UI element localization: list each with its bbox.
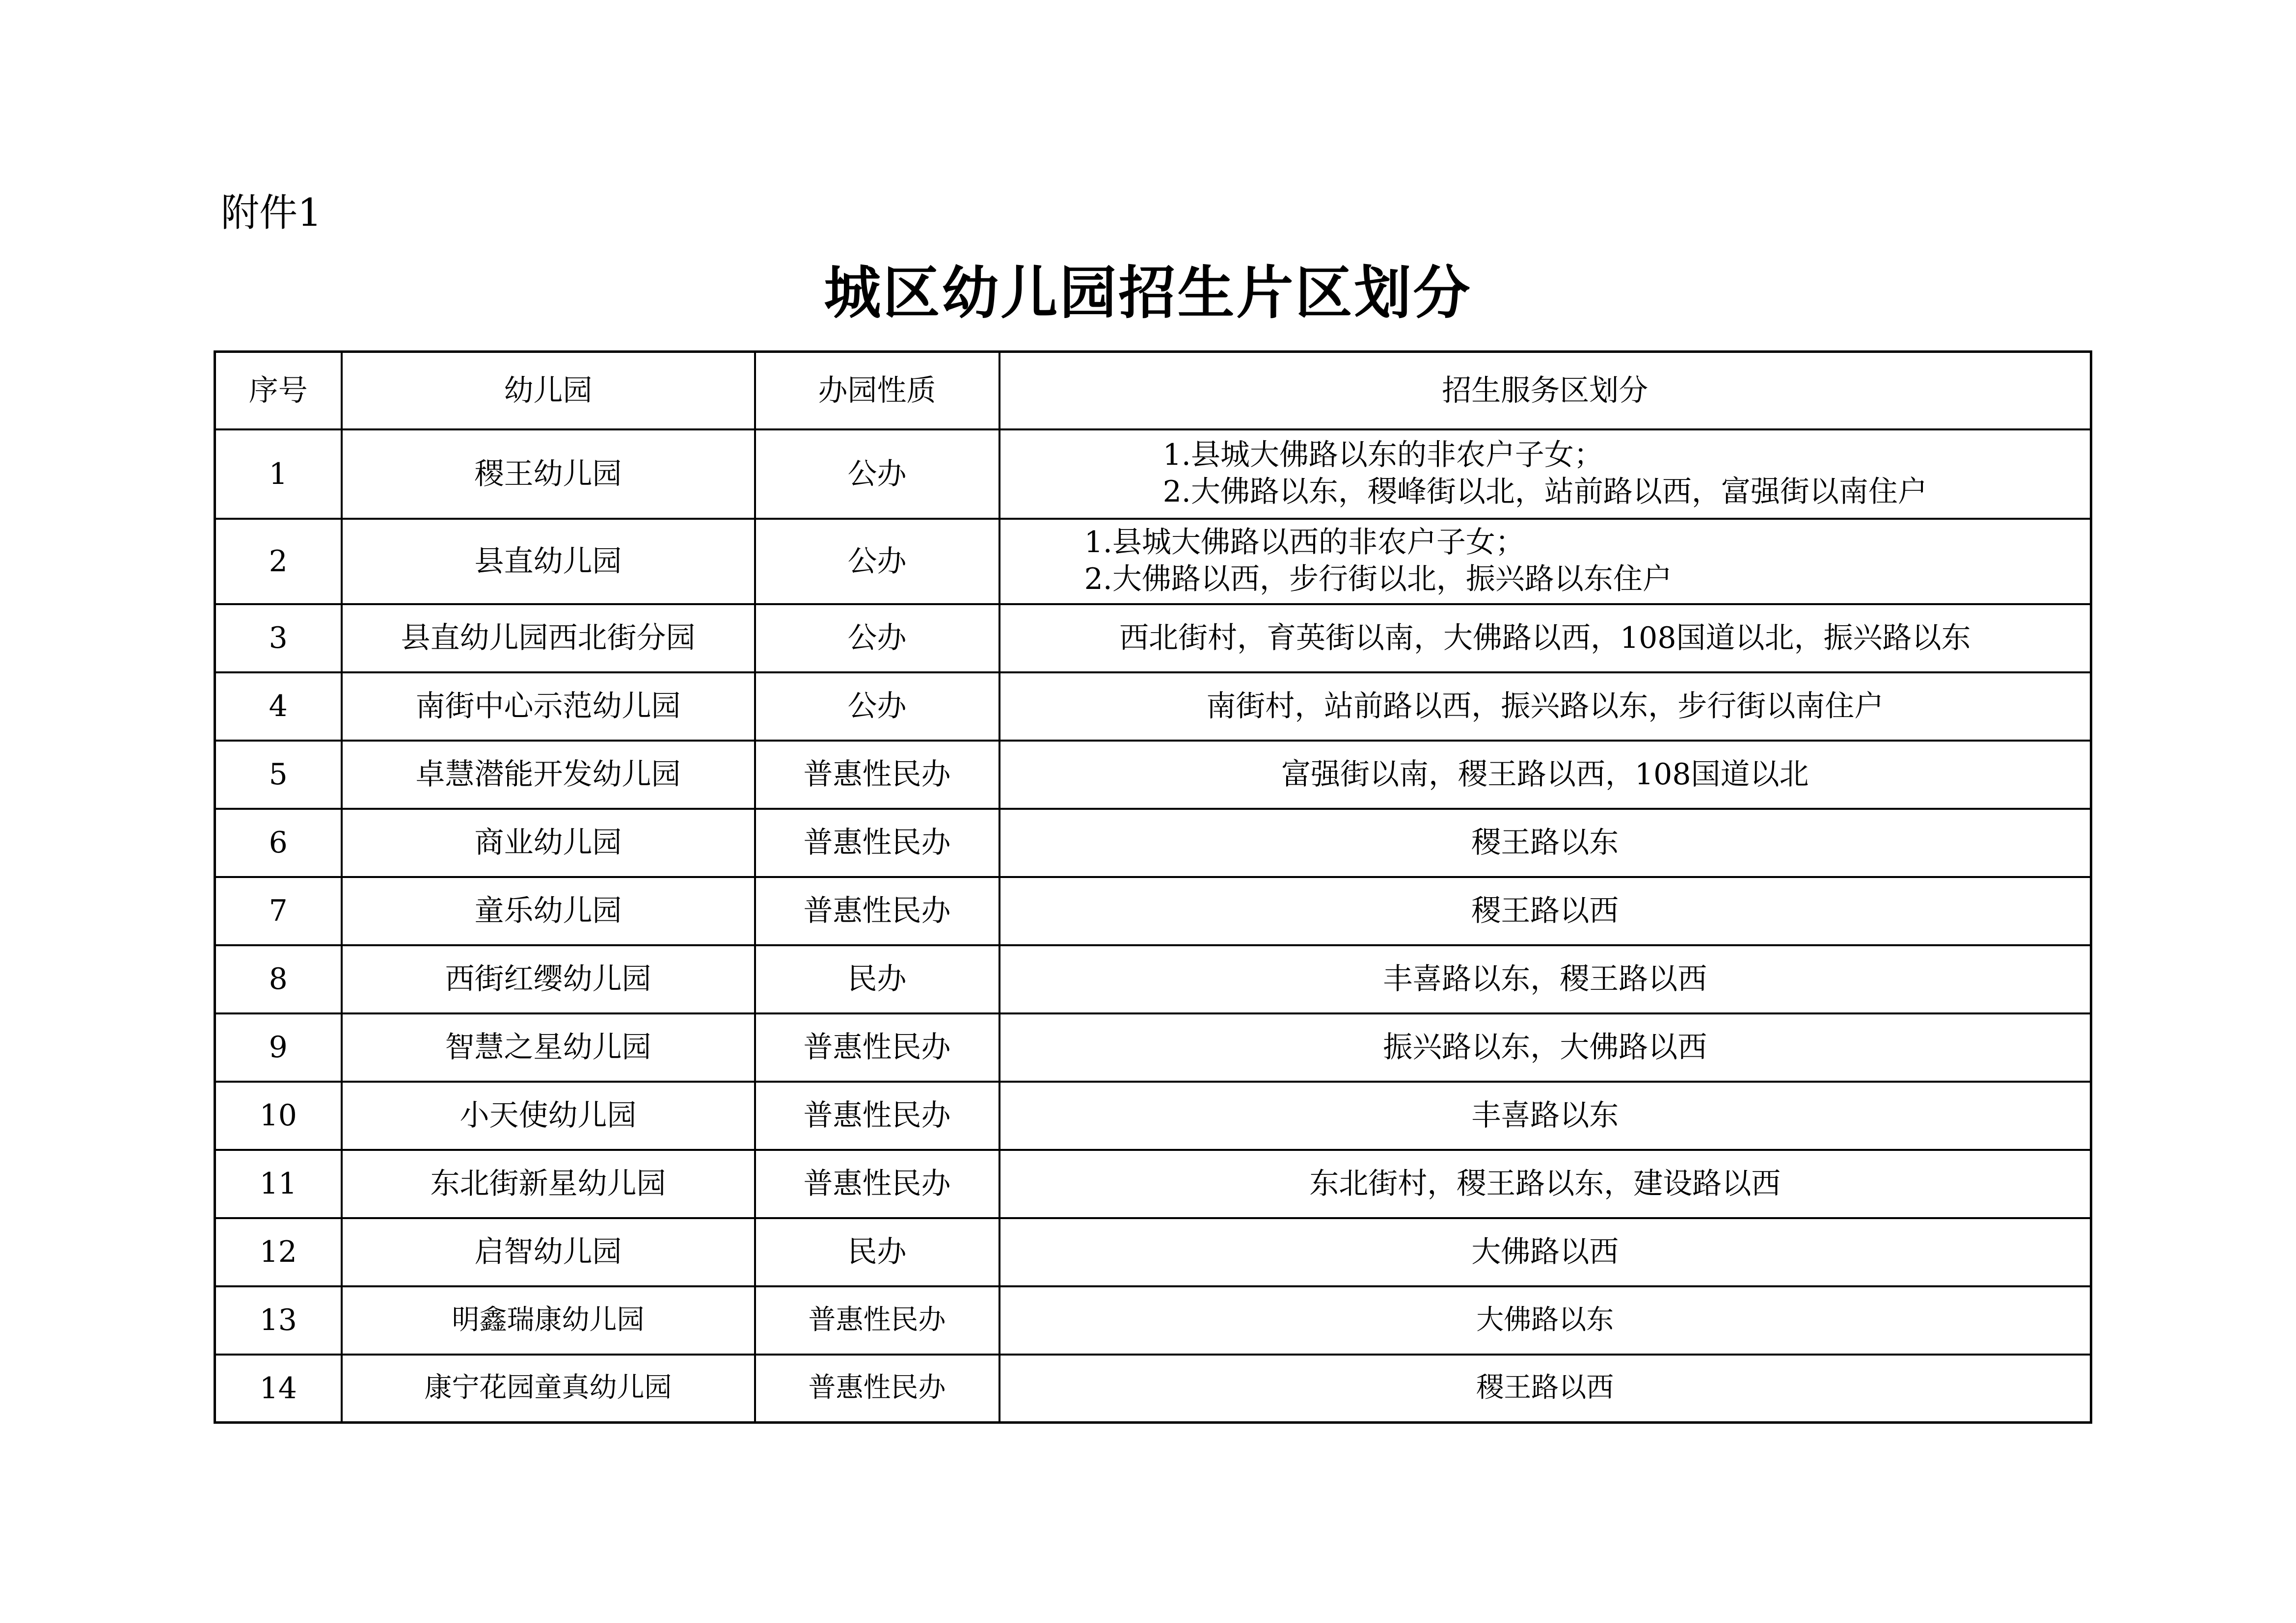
cell-school-type: 普惠性民办 bbox=[755, 1286, 999, 1355]
cell-kindergarten-name: 童乐幼儿园 bbox=[342, 877, 755, 945]
table-row bbox=[215, 1286, 2091, 1355]
table-row bbox=[215, 429, 2091, 519]
cell-service-area: 振兴路以东，大佛路以西 bbox=[999, 1013, 2091, 1082]
cell-service-area: 西北街村，育英街以南，大佛路以西，108国道以北，振兴路以东 bbox=[999, 604, 2091, 672]
cell-service-area: 稷王路以东 bbox=[999, 809, 2091, 877]
cell-service-area bbox=[999, 519, 2091, 604]
cell-kindergarten-name: 卓慧潜能开发幼儿园 bbox=[342, 741, 755, 809]
cell-serial-number: 4 bbox=[215, 672, 342, 741]
table-header-row bbox=[215, 352, 2091, 429]
cell-serial-number: 5 bbox=[215, 741, 342, 809]
cell-service-area: 南街村，站前路以西，振兴路以东，步行街以南住户 bbox=[999, 672, 2091, 741]
cell-kindergarten-name: 小天使幼儿园 bbox=[342, 1082, 755, 1150]
cell-serial-number: 7 bbox=[215, 877, 342, 945]
cell-school-type: 民办 bbox=[755, 1218, 999, 1286]
cell-serial-number: 6 bbox=[215, 809, 342, 877]
cell-kindergarten-name: 智慧之星幼儿园 bbox=[342, 1013, 755, 1082]
table-row bbox=[215, 809, 2091, 877]
cell-serial-number: 3 bbox=[215, 604, 342, 672]
cell-serial-number: 2 bbox=[215, 519, 342, 604]
cell-service-area: 稷王路以西 bbox=[999, 1355, 2091, 1423]
service-area-lines bbox=[1163, 437, 1927, 510]
cell-serial-number: 9 bbox=[215, 1013, 342, 1082]
cell-kindergarten-name: 明鑫瑞康幼儿园 bbox=[342, 1286, 755, 1355]
document-title: 城区幼儿园招生片区划分 bbox=[824, 260, 1472, 326]
cell-serial-number: 1 bbox=[215, 429, 342, 519]
cell-service-area: 富强街以南，稷王路以西，108国道以北 bbox=[999, 741, 2091, 809]
cell-serial-number: 8 bbox=[215, 945, 342, 1013]
enrollment-zone-table bbox=[214, 350, 2092, 1424]
service-area-line: 1.县城大佛路以西的非农户子女； bbox=[1084, 525, 1525, 559]
header-service-area: 招生服务区划分 bbox=[999, 352, 2091, 429]
cell-school-type: 普惠性民办 bbox=[755, 1355, 999, 1423]
cell-service-area bbox=[999, 429, 2091, 519]
cell-school-type: 公办 bbox=[755, 519, 999, 604]
table-row bbox=[215, 519, 2091, 604]
cell-school-type: 普惠性民办 bbox=[755, 1013, 999, 1082]
cell-kindergarten-name: 康宁花园童真幼儿园 bbox=[342, 1355, 755, 1423]
cell-school-type: 普惠性民办 bbox=[755, 1150, 999, 1218]
enrollment-zone-table-wrapper bbox=[214, 350, 2090, 1424]
cell-kindergarten-name: 县直幼儿园西北街分园 bbox=[342, 604, 755, 672]
cell-serial-number: 12 bbox=[215, 1218, 342, 1286]
header-kindergarten: 幼儿园 bbox=[342, 352, 755, 429]
cell-service-area: 东北街村，稷王路以东，建设路以西 bbox=[999, 1150, 2091, 1218]
cell-school-type: 普惠性民办 bbox=[755, 1082, 999, 1150]
cell-kindergarten-name: 西街红缨幼儿园 bbox=[342, 945, 755, 1013]
cell-service-area: 丰喜路以东 bbox=[999, 1082, 2091, 1150]
cell-school-type: 公办 bbox=[755, 429, 999, 519]
cell-serial-number: 10 bbox=[215, 1082, 342, 1150]
table-row bbox=[215, 604, 2091, 672]
cell-school-type: 公办 bbox=[755, 672, 999, 741]
cell-kindergarten-name: 启智幼儿园 bbox=[342, 1218, 755, 1286]
cell-kindergarten-name: 稷王幼儿园 bbox=[342, 429, 755, 519]
table-row bbox=[215, 1355, 2091, 1423]
table-row bbox=[215, 1013, 2091, 1082]
table-row bbox=[215, 1082, 2091, 1150]
table-row bbox=[215, 877, 2091, 945]
cell-school-type: 普惠性民办 bbox=[755, 741, 999, 809]
cell-service-area: 丰喜路以东，稷王路以西 bbox=[999, 945, 2091, 1013]
table-row bbox=[215, 1150, 2091, 1218]
cell-school-type: 普惠性民办 bbox=[755, 809, 999, 877]
table-row bbox=[215, 741, 2091, 809]
cell-serial-number: 13 bbox=[215, 1286, 342, 1355]
cell-serial-number: 11 bbox=[215, 1150, 342, 1218]
cell-service-area: 大佛路以东 bbox=[999, 1286, 2091, 1355]
cell-school-type: 普惠性民办 bbox=[755, 877, 999, 945]
table-row bbox=[215, 1218, 2091, 1286]
service-area-lines bbox=[1084, 524, 1672, 598]
cell-school-type: 公办 bbox=[755, 604, 999, 672]
table-row bbox=[215, 945, 2091, 1013]
attachment-label: 附件1 bbox=[221, 191, 322, 235]
cell-kindergarten-name: 东北街新星幼儿园 bbox=[342, 1150, 755, 1218]
cell-service-area: 大佛路以西 bbox=[999, 1218, 2091, 1286]
header-serial-number: 序号 bbox=[215, 352, 342, 429]
cell-service-area: 稷王路以西 bbox=[999, 877, 2091, 945]
service-area-line: 1.县城大佛路以东的非农户子女； bbox=[1162, 438, 1603, 472]
table-row bbox=[215, 672, 2091, 741]
header-school-type: 办园性质 bbox=[755, 352, 999, 429]
cell-kindergarten-name: 县直幼儿园 bbox=[342, 519, 755, 604]
cell-kindergarten-name: 南街中心示范幼儿园 bbox=[342, 672, 755, 741]
cell-school-type: 民办 bbox=[755, 945, 999, 1013]
cell-kindergarten-name: 商业幼儿园 bbox=[342, 809, 755, 877]
cell-serial-number: 14 bbox=[215, 1355, 342, 1423]
service-area-line: 2.大佛路以西，步行街以北，振兴路以东住户 bbox=[1084, 562, 1672, 596]
service-area-line: 2.大佛路以东，稷峰街以北，站前路以西，富强街以南住户 bbox=[1162, 475, 1927, 509]
